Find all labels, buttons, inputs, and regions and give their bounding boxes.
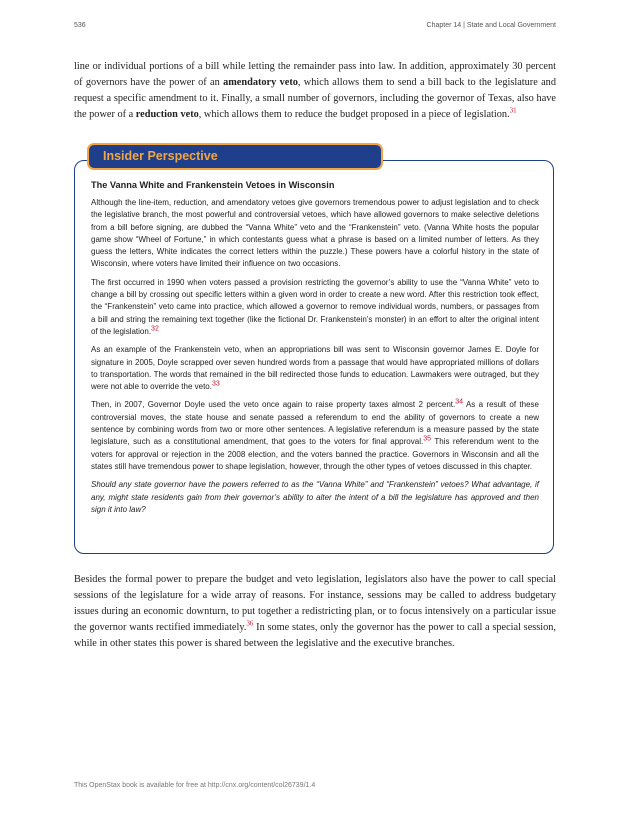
footnote-link-32[interactable]: 32 [151,325,159,333]
page-footer: This OpenStax book is available for free at http://cnx.org/content/col26739/1.4 [74,782,316,789]
footnote-link-31[interactable]: 31 [509,106,517,115]
discussion-question: Should any state governor have the powers referred to as the “Vanna White” and “Frankenstein” vetoes? What advantage, if any, might state residents gain from their governor’s ability to alter the intent of a bill the legislature has approved and then sign it into law? [91,480,539,514]
text-run: , which allows them to send a bill back to the legislature and request a specific amendment to it. Finally, a small number of governors, including the governor of Texas, also have the power of a [74,77,556,120]
feature-paragraph-4 [91,399,539,473]
text-run: line or individual portions of a bill while letting the remainder pass into law. In addition, approximately 30 percent of governors have the power of an [74,61,556,88]
text-run: In some states, only the governor has the power to call a special session, while in other states this power is shared between the legislative and the executive branches. [74,622,557,649]
page-number: 536 [74,22,86,29]
feature-tab [87,143,383,170]
feature-content [91,180,539,522]
footnote-link-35[interactable]: 35 [423,435,431,443]
footnote-link-33[interactable]: 33 [211,380,220,388]
key-term-amendatory-veto: amendatory veto [223,77,298,88]
footnote-link-36[interactable]: 36 [246,619,254,628]
text-run: , which allows them to reduce the budget proposed in a piece of legislation. [198,109,510,120]
feature-paragraph-2 [91,277,539,338]
text-run: The first occurred in 1990 when voters passed a provision restricting the governor’s ability to use the “Vanna White” veto to change a bill by crossing out specific letters within a given word in order to create a new word. After this restriction took effect, the “Frankenstein” veto came into practice, which allowed a governor to remove individual words, numbers, or passages from a bill and string the remaining text together (like the fictional Dr. Frankenstein’s monster) in an effort to alter the original intent of the legislation. [91,277,539,336]
feature-tab-label: Insider Perspective [103,149,218,163]
feature-paragraph-3 [91,344,539,393]
footnote-link-34[interactable]: 34 [455,398,464,406]
text-run: As a result of these controversial moves, the state house and senate passed a referendum to end the ability of governors to create a new sentence by combining words from two or more other sentences. A legislative referendum is a measure passed by the state legislature, such as a constitutional amendment, that goes to the voters for final approval. [91,400,539,447]
key-term-reduction-veto: reduction veto [135,109,199,120]
feature-paragraph-1: Although the line-item, reduction, and amendatory vetoes give governors tremendous power to adjust legislation and to check the legislative branch, the most powerful and controversial vetoes, which have allowed governors to make selective deletions from a bill before signing, are dubbed the “Vanna White” veto and the “Frankenstein” veto. (Vanna White hosts the popular game show “Wheel of Fortune,” in which contestants guess what a phrase is based on a limited number of letters. As they guess the letters, White indicates the correct letters within the puzzle.) These powers have a colorful history in the state of Wisconsin, where voters have limited their influence on two occasions. [91,198,539,269]
running-header: Chapter 14 | State and Local Government [426,22,556,29]
closing-paragraph [74,572,556,652]
text-run: Then, in 2007, Governor Doyle used the veto once again to raise property taxes almost 2 percent. [91,400,456,410]
text-run: Besides the formal power to prepare the budget and veto legislation, legislators also have the power to call special sessions of the legislature for a wide array of reasons. For instance, sessions may be called to address budgetary issues during an economic downturn, to put together a redistricting plan, or to focus intensively on a particular issue the governor wants rectified immediately. [74,574,556,633]
text-run: This referendum went to the voters for approval or rejection in the 2008 election, and the voters banned the practice. Governors in Wisconsin and all the states still have tremendous power to shape legislation, however, through the other types of vetoes discussed in this chapter. [91,437,539,471]
feature-title: The Vanna White and Frankenstein Vetoes in Wisconsin [91,180,335,190]
intro-paragraph [74,59,556,123]
text-run: As an example of the Frankenstein veto, when an appropriations bill was sent to Wisconsin governor James E. Doyle for signature in 2005, Doyle scrapped over seven hundred words from a passage that would have appropriated millions of dollars to transportation. The words that remained in the bill redirected those funds to education. Lawmakers were outraged, but they were not able to override the veto. [91,345,539,392]
